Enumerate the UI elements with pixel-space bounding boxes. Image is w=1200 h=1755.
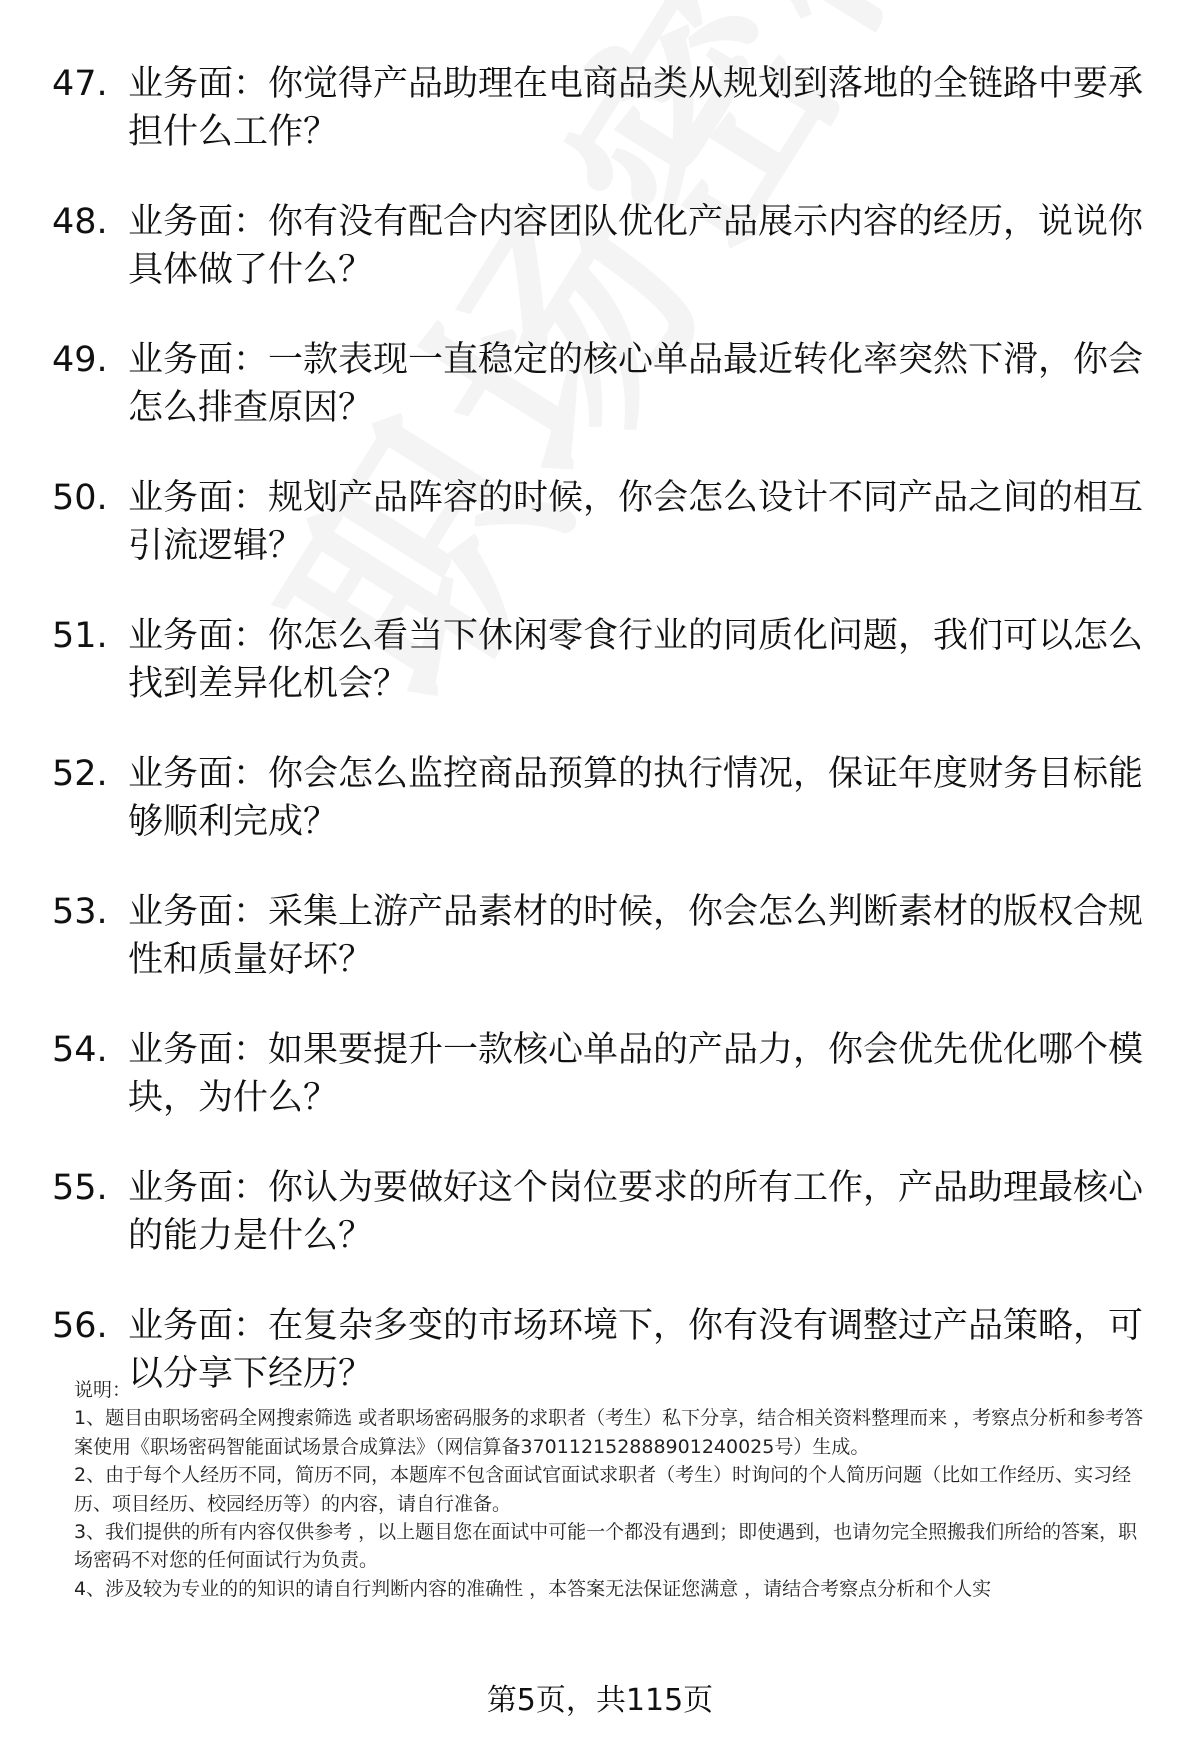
question-text: 业务面：你认为要做好这个岗位要求的所有工作，产品助理最核心的能力是什么？ xyxy=(128,1168,1144,1256)
note-item: 4、涉及较为专业的的知识的请自行判断内容的准确性 ，本答案无法保证您满意 ，请结合考察点分析和个人实 xyxy=(74,1577,992,1600)
question-text: 业务面：一款表现一直稳定的核心单品最近转化率突然下滑，你会怎么排查原因？ xyxy=(128,340,1144,428)
question-item xyxy=(52,888,1162,1026)
notes-section xyxy=(74,1376,1154,1603)
question-list xyxy=(52,60,1162,1440)
question-number: 55. xyxy=(52,1168,108,1208)
note-item: 3、我们提供的所有内容仅供参考 ，以上题目您在面试中可能一个都没有遇到；即使遇到，也请勿完全照搬我们所给的答案，职场密码不对您的任何面试行为负责。 xyxy=(74,1521,1138,1572)
question-number: 54. xyxy=(52,1030,108,1070)
question-item xyxy=(52,612,1162,750)
question-number: 49. xyxy=(52,340,108,380)
question-text: 业务面：你觉得产品助理在电商品类从规划到落地的全链路中要承担什么工作？ xyxy=(128,64,1144,152)
question-text: 业务面：你有没有配合内容团队优化产品展示内容的经历，说说你具体做了什么？ xyxy=(128,202,1144,290)
question-item xyxy=(52,60,1162,198)
question-number: 47. xyxy=(52,64,108,104)
question-item xyxy=(52,1164,1162,1302)
question-number: 56. xyxy=(52,1306,108,1346)
page-footer: 第5页，共115页 xyxy=(486,1683,714,1718)
question-number: 48. xyxy=(52,202,108,242)
question-number: 51. xyxy=(52,616,108,656)
question-text: 业务面：采集上游产品素材的时候，你会怎么判断素材的版权合规性和质量好坏？ xyxy=(128,892,1144,980)
notes-heading: 说明： xyxy=(74,1379,132,1401)
question-number: 50. xyxy=(52,478,108,518)
question-item xyxy=(52,750,1162,888)
question-number: 52. xyxy=(52,754,108,794)
note-item: 2、由于每个人经历不同，简历不同，本题库不包含面试官面试求职者（考生）时询问的个人简历问题（比如工作经历、实习经历、项目经历、校园经历等）的内容，请自行准备。 xyxy=(74,1464,1132,1515)
question-text: 业务面：你怎么看当下休闲零食行业的同质化问题，我们可以怎么找到差异化机会？ xyxy=(128,616,1144,704)
question-item xyxy=(52,198,1162,336)
question-item xyxy=(52,336,1162,474)
question-number: 53. xyxy=(52,892,108,932)
question-text: 业务面：规划产品阵容的时候，你会怎么设计不同产品之间的相互引流逻辑？ xyxy=(128,478,1144,566)
question-item xyxy=(52,1026,1162,1164)
note-item: 1、题目由职场密码全网搜索筛选 或者职场密码服务的求职者（考生）私下分享，结合相关资料整理而来 ，考察点分析和参考答案使用《职场密码智能面试场景合成算法》（网信算备370112152888901240025号）生成。 xyxy=(74,1407,1144,1458)
question-item xyxy=(52,474,1162,612)
question-text: 业务面：你会怎么监控商品预算的执行情况，保证年度财务目标能够顺利完成？ xyxy=(128,754,1144,842)
question-text: 业务面：如果要提升一款核心单品的产品力，你会优先优化哪个模块，为什么？ xyxy=(128,1030,1144,1118)
question-text: 业务面：在复杂多变的市场环境下，你有没有调整过产品策略，可以分享下经历？ xyxy=(128,1306,1144,1394)
